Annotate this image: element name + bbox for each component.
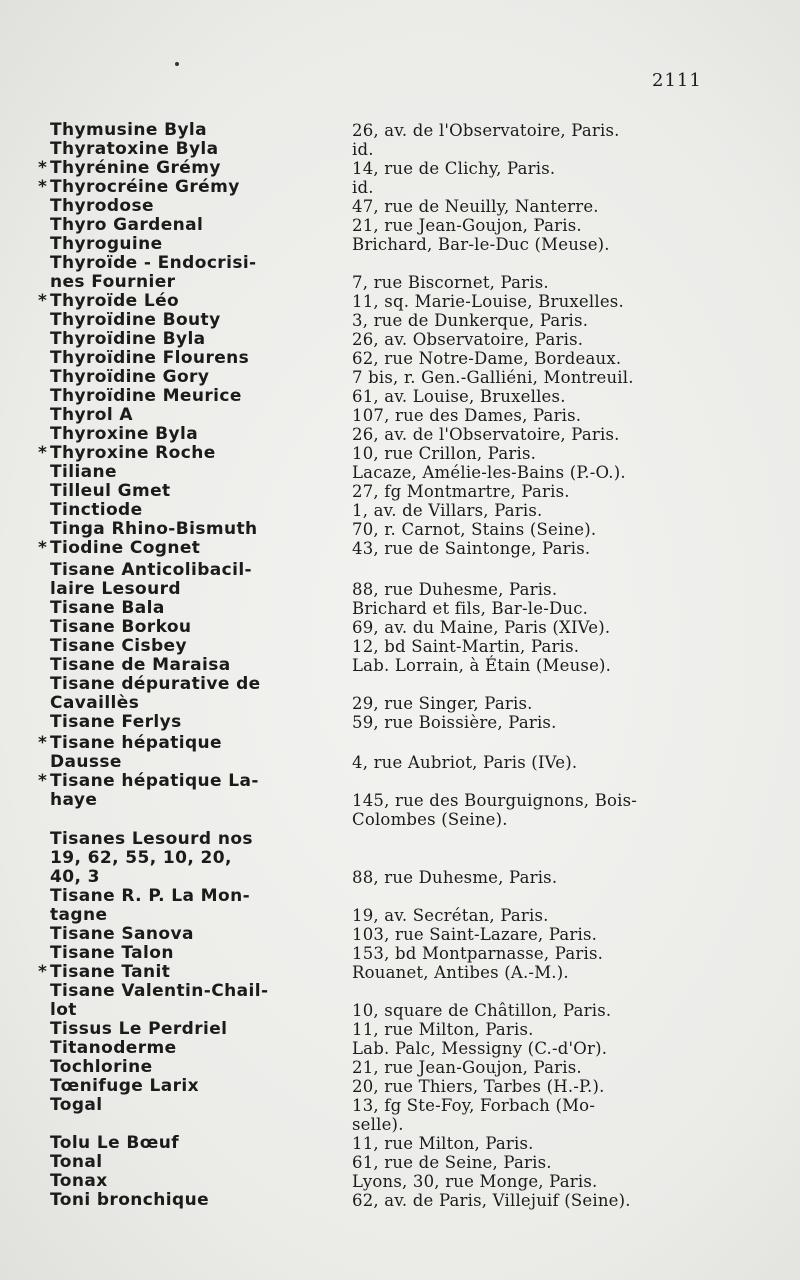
address: 11, rue Milton, Paris. bbox=[352, 1134, 534, 1153]
product-name: Tisane hépatique Dausse bbox=[50, 733, 222, 772]
product-name: Tisane de Maraisa bbox=[50, 655, 231, 675]
address: 88, rue Duhesme, Paris. bbox=[352, 868, 558, 887]
product-name: Tisane Valentin-Chail- lot bbox=[50, 981, 269, 1020]
address: Lab. Palc, Messigny (C.-d'Or). bbox=[352, 1039, 608, 1058]
address: 1, av. de Villars, Paris. bbox=[352, 501, 543, 520]
product-name: Tisane Talon bbox=[50, 943, 174, 963]
product-name: Thyrodose bbox=[50, 196, 154, 216]
asterisk-mark: * bbox=[38, 443, 47, 463]
asterisk-mark: * bbox=[38, 962, 47, 982]
address: Rouanet, Antibes (A.-M.). bbox=[352, 963, 569, 982]
address: 14, rue de Clichy, Paris. bbox=[352, 159, 556, 178]
address: 7, rue Biscornet, Paris. bbox=[352, 273, 549, 292]
address: 61, av. Louise, Bruxelles. bbox=[352, 387, 566, 406]
product-name: Thyroïdine Byla bbox=[50, 329, 206, 349]
address: 145, rue des Bourguignons, Bois- Colombes (Seine). bbox=[352, 791, 638, 829]
address: 19, av. Secrétan, Paris. bbox=[352, 906, 549, 925]
product-name: Tochlorine bbox=[50, 1057, 153, 1077]
product-name: Tisane Tanit bbox=[50, 962, 171, 982]
address: 11, rue Milton, Paris. bbox=[352, 1020, 534, 1039]
address: 70, r. Carnot, Stains (Seine). bbox=[352, 520, 597, 539]
address: 62, av. de Paris, Villejuif (Seine). bbox=[352, 1191, 631, 1210]
address: 27, fg Montmartre, Paris. bbox=[352, 482, 570, 501]
product-name: Tisane Ferlys bbox=[50, 712, 182, 732]
product-name: Thyrol A bbox=[50, 405, 133, 425]
product-name: Thyroïdine Meurice bbox=[50, 386, 242, 406]
address: 13, fg Ste-Foy, Forbach (Mo- selle). bbox=[352, 1096, 596, 1134]
address: 61, rue de Seine, Paris. bbox=[352, 1153, 552, 1172]
address: 88, rue Duhesme, Paris. bbox=[352, 580, 558, 599]
asterisk-mark: * bbox=[38, 733, 47, 753]
asterisk-mark: * bbox=[38, 538, 47, 558]
product-name: Tœnifuge Larix bbox=[50, 1076, 200, 1096]
product-name: Tisane Sanova bbox=[50, 924, 194, 944]
address: 7 bis, r. Gen.-Galliéni, Montreuil. bbox=[352, 368, 634, 387]
product-name: Titanoderme bbox=[50, 1038, 177, 1058]
product-name: Tonal bbox=[50, 1152, 103, 1172]
product-name: Togal bbox=[50, 1095, 103, 1115]
product-name: Tisane Borkou bbox=[50, 617, 192, 637]
product-name: Tinga Rhino-Bismuth bbox=[50, 519, 258, 539]
product-name: Tisane R. P. La Mon- tagne bbox=[50, 886, 251, 925]
address: 103, rue Saint-Lazare, Paris. bbox=[352, 925, 598, 944]
address: 43, rue de Saintonge, Paris. bbox=[352, 539, 591, 558]
product-name: Thyroïdine Flourens bbox=[50, 348, 250, 368]
product-name: Thyroxine Roche bbox=[50, 443, 216, 463]
asterisk-mark: * bbox=[38, 158, 47, 178]
address: 62, rue Notre-Dame, Bordeaux. bbox=[352, 349, 622, 368]
product-name: Tiliane bbox=[50, 462, 117, 482]
address: Brichard et fils, Bar-le-Duc. bbox=[352, 599, 589, 618]
product-name: Tisane Cisbey bbox=[50, 636, 187, 656]
product-name: Thyroïdine Gory bbox=[50, 367, 210, 387]
product-name: Thyratoxine Byla bbox=[50, 139, 219, 159]
address: 10, square de Châtillon, Paris. bbox=[352, 1001, 612, 1020]
address: 20, rue Thiers, Tarbes (H.-P.). bbox=[352, 1077, 605, 1096]
product-name: Thyroguine bbox=[50, 234, 163, 254]
address: Lab. Lorrain, à Étain (Meuse). bbox=[352, 656, 612, 675]
address: id. bbox=[352, 140, 374, 159]
product-name: Thyro Gardenal bbox=[50, 215, 204, 235]
product-name: Tilleul Gmet bbox=[50, 481, 171, 501]
address: 69, av. du Maine, Paris (XIVe). bbox=[352, 618, 611, 637]
page-number: 2111 bbox=[652, 70, 702, 91]
address: 26, av. de l'Observatoire, Paris. bbox=[352, 121, 620, 140]
product-name: Tisane Anticolibacil- laire Lesourd bbox=[50, 560, 253, 599]
product-name: Thyroïde Léo bbox=[50, 291, 180, 311]
product-name: Tolu Le Bœuf bbox=[50, 1133, 180, 1153]
product-name: Toni bronchique bbox=[50, 1190, 210, 1210]
product-name: Thyroxine Byla bbox=[50, 424, 199, 444]
address: 59, rue Boissière, Paris. bbox=[352, 713, 557, 732]
address: 26, av. de l'Observatoire, Paris. bbox=[352, 425, 620, 444]
asterisk-mark: * bbox=[38, 291, 47, 311]
address: 47, rue de Neuilly, Nanterre. bbox=[352, 197, 599, 216]
product-name: Thyroïde - Endocrisi- nes Fournier bbox=[50, 253, 257, 292]
product-name: Tiodine Cognet bbox=[50, 538, 201, 558]
product-name: Tonax bbox=[50, 1171, 108, 1191]
product-name: Tisane Bala bbox=[50, 598, 165, 618]
product-name: Tissus Le Perdriel bbox=[50, 1019, 228, 1039]
product-name: Tinctiode bbox=[50, 500, 143, 520]
product-name: Thymusine Byla bbox=[50, 120, 208, 140]
address: 26, av. Observatoire, Paris. bbox=[352, 330, 584, 349]
address: 3, rue de Dunkerque, Paris. bbox=[352, 311, 589, 330]
product-name: Tisanes Lesourd nos 19, 62, 55, 10, 20, 40, 3 bbox=[50, 829, 253, 887]
address: Lyons, 30, rue Monge, Paris. bbox=[352, 1172, 598, 1191]
address: 29, rue Singer, Paris. bbox=[352, 694, 533, 713]
product-name: Tisane dépurative de Cavaillès bbox=[50, 674, 261, 713]
address: id. bbox=[352, 178, 374, 197]
product-name: Thyrocréine Grémy bbox=[50, 177, 240, 197]
address: Lacaze, Amélie-les-Bains (P.-O.). bbox=[352, 463, 626, 482]
product-name: Thyrénine Grémy bbox=[50, 158, 221, 178]
print-mark bbox=[175, 62, 179, 66]
address: Brichard, Bar-le-Duc (Meuse). bbox=[352, 235, 610, 254]
product-name: Tisane hépatique La- haye bbox=[50, 771, 259, 810]
address: 107, rue des Dames, Paris. bbox=[352, 406, 582, 425]
address: 21, rue Jean-Goujon, Paris. bbox=[352, 1058, 582, 1077]
address: 21, rue Jean-Goujon, Paris. bbox=[352, 216, 582, 235]
product-name: Thyroïdine Bouty bbox=[50, 310, 221, 330]
asterisk-mark: * bbox=[38, 177, 47, 197]
asterisk-mark: * bbox=[38, 771, 47, 791]
address: 4, rue Aubriot, Paris (IVe). bbox=[352, 753, 578, 772]
address: 11, sq. Marie-Louise, Bruxelles. bbox=[352, 292, 624, 311]
address: 10, rue Crillon, Paris. bbox=[352, 444, 537, 463]
address: 153, bd Montparnasse, Paris. bbox=[352, 944, 604, 963]
address: 12, bd Saint-Martin, Paris. bbox=[352, 637, 580, 656]
